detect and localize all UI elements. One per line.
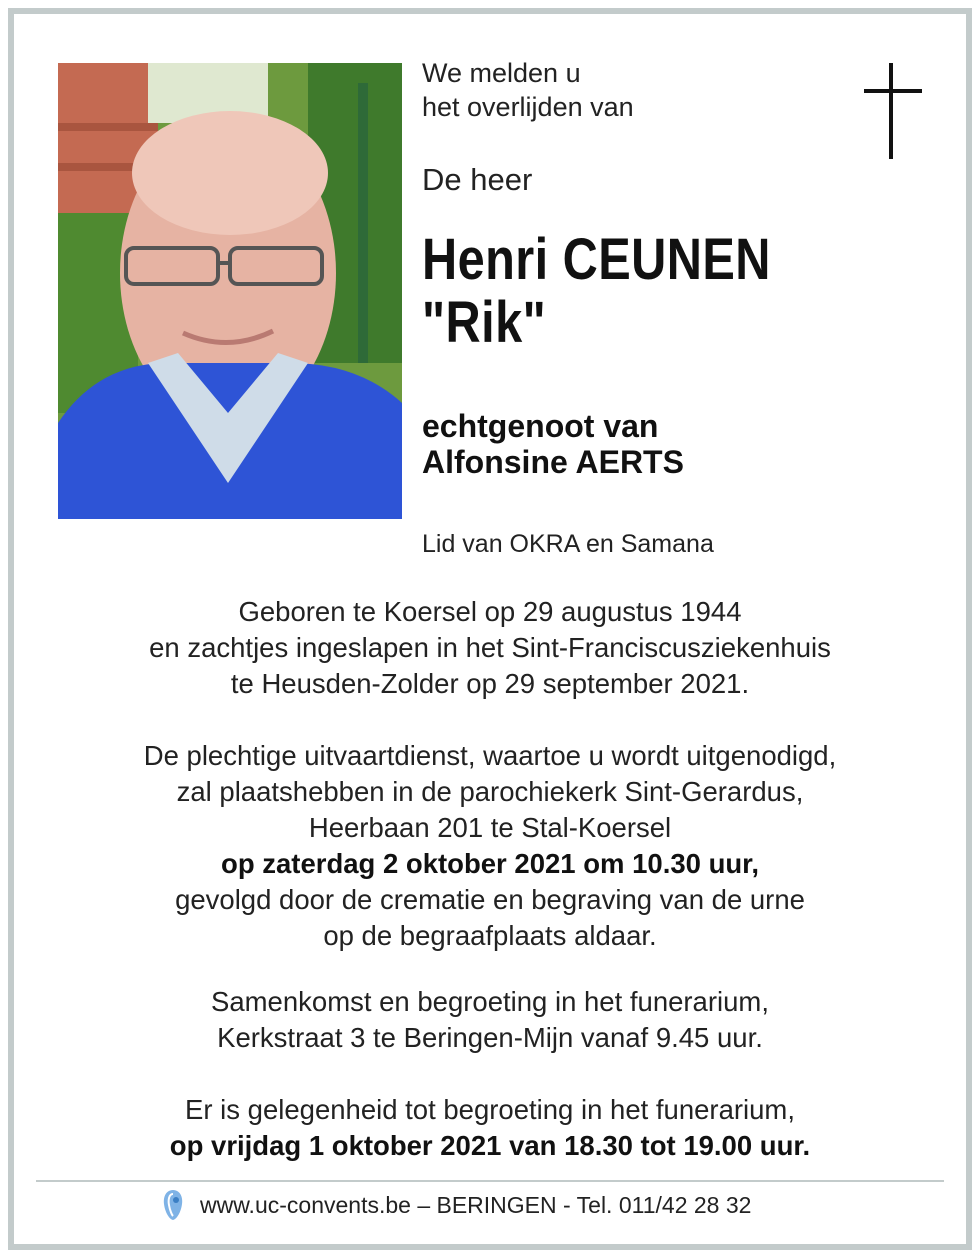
deceased-name-block xyxy=(422,228,771,354)
deceased-nickname: "Rik" xyxy=(422,290,547,355)
birth-death-block xyxy=(20,594,960,702)
spouse-relation: echtgenoot van xyxy=(422,408,659,444)
visitation-line-1: Er is gelegenheid tot begroeting in het funerarium, xyxy=(185,1094,795,1125)
membership: Lid van OKRA en Samana xyxy=(422,530,714,558)
footer-contact[interactable]: www.uc-convents.be – BERINGEN - Tel. 011/42 28 32 xyxy=(200,1191,752,1218)
honorific: De heer xyxy=(422,162,533,197)
funeral-line-3: Heerbaan 201 te Stal-Koersel xyxy=(308,812,672,843)
cross-icon xyxy=(864,63,922,159)
death-place-line: te Heusden-Zolder op 29 september 2021. xyxy=(230,668,750,699)
funeral-line-6: op de begraafplaats aldaar. xyxy=(323,920,657,951)
visitation-date: op vrijdag 1 oktober 2021 van 18.30 tot 19.00 uur. xyxy=(169,1130,811,1161)
intro-text xyxy=(422,56,634,124)
intro-line-2: het overlijden van xyxy=(422,92,634,122)
gathering-line-1: Samenkomst en begroeting in het funerarium, xyxy=(211,986,769,1017)
footer xyxy=(160,1186,751,1224)
funeral-block xyxy=(20,738,960,954)
portrait-photo xyxy=(58,63,402,519)
funeral-line-5: gevolgd door de crematie en begraving van de urne xyxy=(175,884,805,915)
gathering-block xyxy=(20,984,960,1056)
intro-line-1: We melden u xyxy=(422,58,581,88)
spouse-name: Alfonsine AERTS xyxy=(422,444,684,480)
footer-divider xyxy=(36,1180,944,1182)
death-line: en zachtjes ingeslapen in het Sint-Franciscusziekenhuis xyxy=(149,632,831,663)
deceased-name: Henri CEUNEN xyxy=(422,227,771,292)
gathering-line-2: Kerkstraat 3 te Beringen-Mijn vanaf 9.45 uur. xyxy=(217,1022,763,1053)
visitation-block xyxy=(20,1092,960,1164)
birth-line: Geboren te Koersel op 29 augustus 1944 xyxy=(238,596,742,627)
funeral-line-1: De plechtige uitvaartdienst, waartoe u wordt uitgenodigd, xyxy=(143,740,837,771)
funeral-home-logo-icon xyxy=(160,1188,186,1222)
funeral-line-2: zal plaatshebben in de parochiekerk Sint-Gerardus, xyxy=(176,776,804,807)
spouse-block xyxy=(422,408,684,480)
funeral-date: op zaterdag 2 oktober 2021 om 10.30 uur, xyxy=(221,848,759,879)
